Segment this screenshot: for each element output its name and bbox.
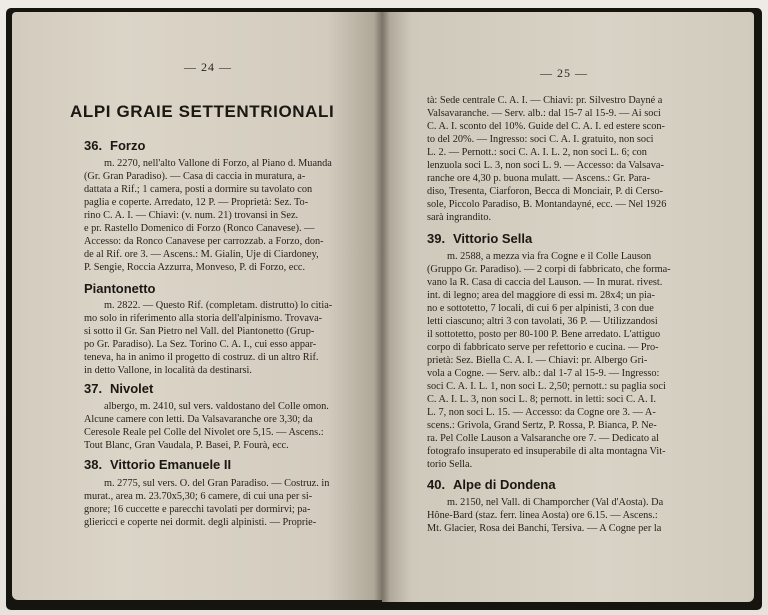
entry-39-line-17: torio Sella. xyxy=(427,459,473,470)
entry-36-line-1: m. 2270, nell'alto Vallone di Forzo, al Piano d. Muanda xyxy=(104,158,332,169)
entry-36-line-2: (Gr. Gran Paradiso). — Casa di caccia in muratura, a- xyxy=(84,171,306,182)
entry-36-line-8: de al Rif. ore 3. — Ascens.: M. Gialin, Uje di Ciardoney, xyxy=(84,249,319,260)
left-page-title: ALPI GRAIE SETTENTRIONALI xyxy=(70,102,335,121)
entry-39-line-12: C. A. I. L. 3, non soci L. 8; pernott. in letti: soci C. A. I. xyxy=(427,394,657,405)
entry-38-line-4: gliericci e coperte nei dormit. degli alpinisti. — Proprie- xyxy=(84,517,317,528)
entry-38-line-2: murat., area m. 23.70x5,30; 6 camere, di cui una per si- xyxy=(84,491,313,502)
entry-37-line-2: Alcune camere con letti. Da Valsavaranche ore 3,30; da xyxy=(84,414,313,425)
intro-line-8: diso, Tresenta, Ciarforon, Becca di Monciair, P. di Cerso- xyxy=(427,186,664,197)
entry-name: Piantonetto xyxy=(84,281,156,296)
intro-line-10: sarà ingrandito. xyxy=(427,212,492,223)
entry-number: 38. xyxy=(84,457,103,472)
entry-39-line-6: letti ciascuno; altri 3 con tavolati, 36 P. — Utilizzandosi xyxy=(427,316,658,327)
intro-line-7: ranche ore 4,30 p. buona mulatt. — Ascens.: Gr. Para- xyxy=(427,173,651,184)
entry-name: Forzo xyxy=(110,138,146,153)
entry-40-line-2: Hône-Bard (staz. ferr. linea Aosta) ore 6.15. — Ascens.: xyxy=(427,510,658,521)
entry-39-line-9: prietà: Sez. Biella C. A. I. — Chiavi: pr. Albergo Gri- xyxy=(427,355,648,366)
entry-heading-37 xyxy=(84,381,153,396)
entry-39-line-13: L. 7, non soci L. 15. — Accesso: da Cogne ore 3. — A- xyxy=(427,407,656,418)
entry-39-line-7: il sottotetto, posto per 80-100 P. Bene arredato. L'attiguo xyxy=(427,329,661,340)
entry-36-line-5: rino C. A. I. — Chiavi: (v. num. 21) trovansi in Sez. xyxy=(84,210,299,221)
book-gutter xyxy=(374,12,390,602)
entry-piantonetto-line-3: si sotto il Gr. San Pietro nel Vall. del Piantonetto (Grup- xyxy=(84,326,315,337)
entry-39-line-1: m. 2588, a mezza via fra Cogne e il Colle Lauson xyxy=(447,251,652,262)
entry-heading-38 xyxy=(84,457,231,472)
entry-36-line-9: P. Sengie, Roccia Azzurra, Monveso, P. di Forzo, ecc. xyxy=(84,262,306,273)
entry-39-line-8: corpo di fabbricato serve per refettorio e cucina. — Pro- xyxy=(427,342,659,353)
entry-number: 39. xyxy=(427,231,446,246)
entry-39-line-10: vola a Cogne. — Serv. alb.: dal 1-7 al 15-9. — Ingresso: xyxy=(427,368,660,379)
entry-38-line-1: m. 2775, sul vers. O. del Gran Paradiso. — Costruz. in xyxy=(104,478,330,489)
entry-36-line-4: paglia e coperte. Arredato, 12 P. — Proprietà: Sez. To- xyxy=(84,197,309,208)
entry-piantonetto-line-6: in detto Vallone, in località da destinarsi. xyxy=(84,365,252,376)
entry-38-line-3: gnore; 16 cuccette e parecchi tavolati per dormirvi; pa- xyxy=(84,504,311,515)
entry-39-line-5: no e sottotetto, 7 locali, di cui 6 per alpinisti, 3 con due xyxy=(427,303,654,314)
entry-heading-39 xyxy=(427,231,532,246)
entry-name: Alpe di Dondena xyxy=(453,477,556,492)
entry-number: 37. xyxy=(84,381,103,396)
intro-line-6: lenzuola soci L. 3, non soci L. 9. — Accesso: da Valsava- xyxy=(427,160,664,171)
entry-39-line-16: fotografo insuperato ed insuperabile di alta montagna Vit- xyxy=(427,446,666,457)
entry-name: Nivolet xyxy=(110,381,154,396)
entry-39-line-11: soci C. A. I. L. 1, non soci L. 2,50; pernott.: su paglia soci xyxy=(427,381,666,392)
entry-40-line-1: m. 2150, nel Vall. di Champorcher (Val d'Aosta). Da xyxy=(447,497,664,508)
left-page-number: — 24 — xyxy=(184,60,232,74)
intro-line-9: sole, Piccolo Paradiso, B. Montandayné, ecc. — Nel 1926 xyxy=(427,199,667,210)
entry-number: 40. xyxy=(427,477,446,492)
entry-37-line-1: albergo, m. 2410, sul vers. valdostano del Colle omon. xyxy=(104,401,329,412)
entry-piantonetto-line-1: m. 2822. — Questo Rif. (completam. distrutto) lo citia- xyxy=(104,300,333,311)
entry-36-line-3: dattata a Rif.; 1 camera, posti a dormire su tavolato con xyxy=(84,184,313,195)
entry-heading-40 xyxy=(427,477,556,492)
entry-39-line-14: scens.: Grivola, Grand Sertz, P. Rossa, P. Bianca, P. Ne- xyxy=(427,420,657,431)
entry-37-line-4: Tout Blanc, Gran Vaudala, P. Basei, P. Fourà, ecc. xyxy=(84,440,289,451)
intro-line-3: C. A. I. sconto del 10%. Guide del C. A. I. ed estere scon- xyxy=(427,121,665,132)
entry-37-line-3: Ceresole Reale pel Colle del Nivolet ore 5,15. — Ascens.: xyxy=(84,427,324,438)
entry-piantonetto-line-2: mo solo in riferimento alla storia dell'alpinismo. Trovava- xyxy=(84,313,323,324)
intro-line-2: Valsavaranche. — Serv. alb.: dal 15-7 al 15-9. — Ai soci xyxy=(427,108,661,119)
entry-heading-piantonetto xyxy=(84,281,156,296)
entry-36-line-6: e pr. Rastello Domenico di Forzo (Ronco Canavese). — xyxy=(84,223,315,234)
entry-piantonetto-line-5: teneva, ha in animo il progetto di costruz. di un altro Rif. xyxy=(84,352,319,363)
entry-39-line-3: vano la R. Casa di caccia del Lauson. — In murat. rivest. xyxy=(427,277,663,288)
entry-heading-36 xyxy=(84,138,145,153)
entry-36-line-7: Accesso: da Ronco Canavese per carrozzab. a Forzo, don- xyxy=(84,236,324,247)
entry-39-line-15: ra. Pel Colle Lauson a Valsaranche ore 7. — Dedicato al xyxy=(427,433,659,444)
entry-40-line-3: Mt. Glacier, Rosa dei Banchi, Tersiva. — A Cogne per la xyxy=(427,523,662,534)
entry-name: Vittorio Emanuele II xyxy=(110,457,232,472)
entry-39-line-2: (Gruppo Gr. Paradiso). — 2 corpi di fabbricato, che forma- xyxy=(427,264,671,275)
entry-39-line-4: int. di legno; area del maggiore di essi m. 28x4; un pia- xyxy=(427,290,655,301)
right-page-number: — 25 — xyxy=(540,66,588,80)
intro-line-4: to del 20%. — Ingresso: soci C. A. I. gratuito, non soci xyxy=(427,134,654,145)
intro-line-5: L. 2. — Pernott.: soci C. A. I. L. 2, non soci L. 6; con xyxy=(427,147,647,158)
entry-piantonetto-line-4: po Gr. Paradiso). La Sez. Torino C. A. I., cui esso appar- xyxy=(84,339,317,350)
entry-number: 36. xyxy=(84,138,103,153)
intro-line-1: tà: Sede centrale C. A. I. — Chiavi: pr. Silvestro Dayné a xyxy=(427,95,663,106)
entry-name: Vittorio Sella xyxy=(453,231,533,246)
